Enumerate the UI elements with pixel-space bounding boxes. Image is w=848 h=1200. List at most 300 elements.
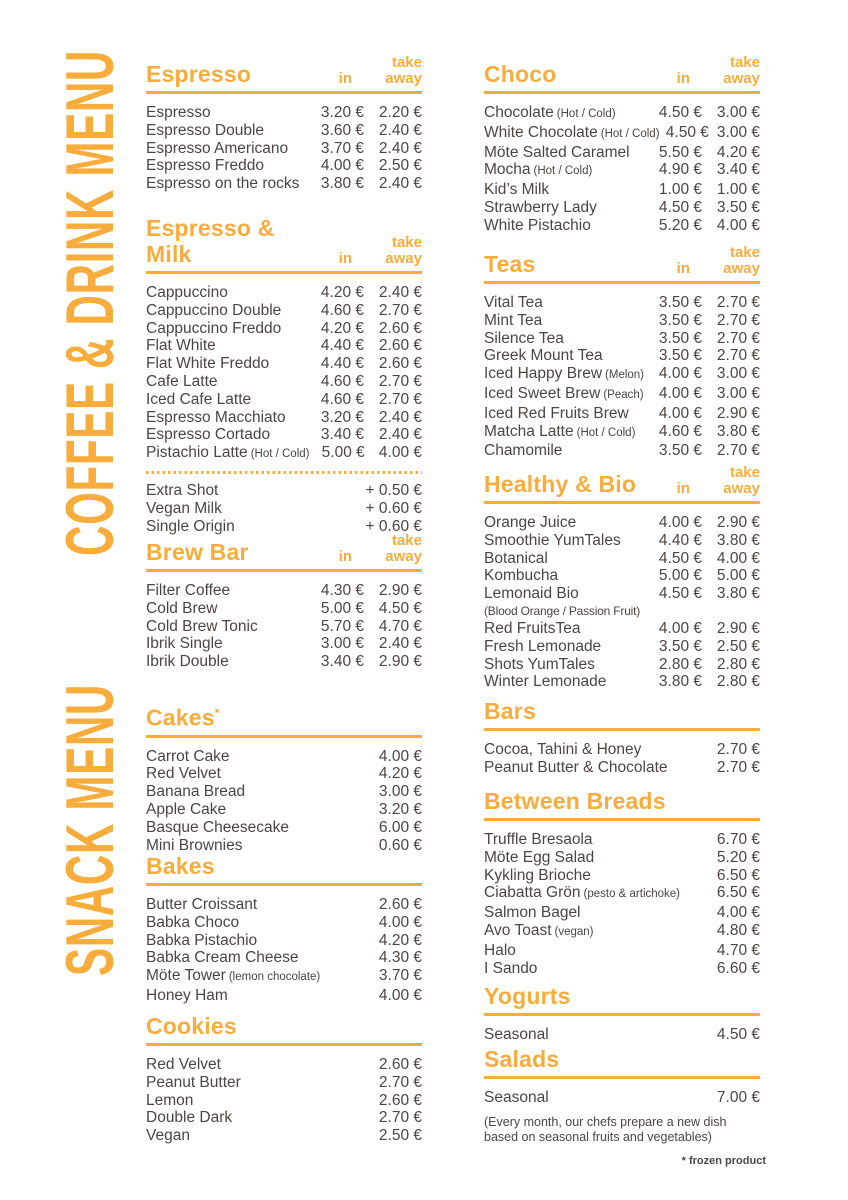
price-header-in: in: [676, 260, 690, 277]
section-header: [484, 983, 760, 1016]
item-label: Iced Red Fruits Brew: [484, 404, 629, 422]
price-header-in: in: [338, 70, 352, 87]
item-name: [146, 373, 308, 391]
menu-item-row: [146, 987, 422, 1005]
price-in: 4.50 €: [658, 585, 702, 603]
item-name: [484, 312, 646, 330]
item-label: Kid’s Milk: [484, 181, 550, 199]
menu-item-row: [146, 932, 422, 950]
price-header-in: in: [338, 250, 352, 267]
price: 6.60 €: [716, 959, 760, 977]
item-name: [484, 831, 702, 849]
item-name: [146, 302, 308, 320]
price-take-away: 2.40 €: [378, 408, 422, 426]
price-in: 5.00 €: [658, 567, 702, 585]
item-label: Orange Juice: [484, 514, 577, 531]
item-name: [484, 849, 702, 867]
item-label: Vital Tea: [484, 294, 543, 311]
price-in: 4.00 €: [658, 365, 702, 383]
menu-item-row: [146, 104, 422, 122]
price-take-away: 2.50 €: [378, 157, 422, 175]
addon-price: + 0.50 €: [365, 481, 422, 499]
item-name: [146, 896, 364, 914]
item-label: Red Velvet: [146, 765, 221, 783]
menu-item-row: [484, 942, 760, 960]
menu-item-row: [146, 337, 422, 355]
menu-item-row: [484, 620, 760, 638]
item-name: [484, 1026, 702, 1044]
item-name: [484, 759, 702, 777]
item-name: [146, 801, 364, 819]
item-label: Iced Cafe Latte: [146, 390, 252, 408]
item-label: Mocha: [484, 161, 531, 179]
price-in: 4.30 €: [320, 582, 364, 599]
item-name: [484, 405, 646, 423]
section-title: Bakes: [146, 853, 215, 879]
price-in: 4.20 €: [320, 319, 364, 337]
menu-item-row: [146, 783, 422, 801]
price-take-away: 2.90 €: [716, 619, 760, 637]
item-label: White Pistachio: [484, 216, 591, 234]
price-take-away: 2.40 €: [378, 635, 422, 653]
item-name: [146, 157, 308, 175]
item-label: I Sando: [484, 959, 538, 977]
menu-items: [146, 104, 422, 193]
addon-price: + 0.60 €: [365, 517, 422, 535]
price-in: 4.50 €: [658, 549, 702, 567]
section-header: [146, 55, 422, 94]
item-name: [484, 294, 646, 312]
item-name: [146, 104, 308, 122]
menu-item-row: [484, 365, 760, 385]
price-in: 3.20 €: [320, 408, 364, 426]
item-name: [484, 347, 646, 365]
item-label: Flat White Freddo: [146, 355, 270, 373]
menu-item-row: [146, 175, 422, 193]
item-name: [484, 867, 702, 885]
menu-column-left: [146, 0, 422, 1200]
section-header: [484, 788, 760, 821]
price-take-away: 2.70 €: [716, 442, 760, 460]
menu-item-row: [484, 849, 760, 867]
item-name: [146, 1074, 364, 1092]
menu-item-row: [484, 922, 760, 942]
item-label: Single Origin: [146, 517, 235, 535]
price: 3.00 €: [378, 783, 422, 801]
item-label: White Chocolate: [484, 123, 598, 141]
price-take-away: 5.00 €: [716, 567, 760, 585]
price-take-away: 2.70 €: [378, 390, 422, 408]
menu-item-row: [146, 653, 422, 671]
item-name: [484, 904, 702, 922]
item-label: Cocoa, Tahini & Honey: [484, 741, 642, 758]
price-take-away: 2.40 €: [378, 284, 422, 301]
item-label: Apple Cake: [146, 801, 227, 819]
menu-item-row: [484, 161, 760, 181]
item-name: [146, 444, 309, 464]
item-label: Iced Happy Brew: [484, 365, 603, 383]
item-name: [146, 653, 308, 671]
menu-item-row: [146, 284, 422, 302]
item-name: [484, 567, 646, 585]
item-name: [484, 1089, 702, 1107]
item-label: Salmon Bagel: [484, 904, 581, 922]
item-label: Möte Salted Caramel: [484, 143, 630, 161]
price-take-away: 2.80 €: [716, 673, 760, 691]
price: 4.20 €: [378, 765, 422, 783]
price-in: 4.00 €: [320, 157, 364, 175]
item-note: (Hot / Cold): [250, 448, 310, 461]
price-in: 3.50 €: [658, 442, 702, 460]
item-name: [146, 1092, 364, 1110]
price-take-away: 2.40 €: [378, 175, 422, 193]
item-name: [146, 635, 308, 653]
item-name: [484, 124, 660, 144]
section-brew-bar: [146, 533, 422, 671]
menu-items: [484, 514, 760, 691]
price-in: 3.70 €: [320, 139, 364, 157]
menu-item-row: [484, 514, 760, 532]
price-in: 5.50 €: [658, 143, 702, 161]
coffee-drink-menu-vertical-title: COFFEE & DRINK MENU: [52, 50, 128, 557]
section-header: [146, 533, 422, 572]
section-header: [484, 698, 760, 731]
section-title: Yogurts: [484, 983, 571, 1009]
take-away-line-1: take: [391, 54, 422, 71]
item-label: Lemon: [146, 1091, 194, 1109]
menu-items: [484, 104, 760, 235]
menu-item-row: [484, 960, 760, 978]
item-name: [484, 673, 646, 691]
price-header-take-away: [702, 245, 760, 277]
item-name: [484, 960, 702, 978]
item-label: Cafe Latte: [146, 372, 218, 390]
item-label: Espresso Macchiato: [146, 408, 286, 426]
item-label: Red Velvet: [146, 1056, 221, 1073]
menu-item-row: [484, 330, 760, 348]
addon-row: [146, 500, 422, 518]
item-name: [146, 582, 308, 600]
price-take-away: 2.70 €: [716, 329, 760, 347]
item-name: [484, 922, 702, 942]
item-label: Avo Toast: [484, 921, 552, 939]
menu-item-row: [146, 600, 422, 618]
section-espresso-milk: [146, 215, 422, 535]
price-in: 3.50 €: [658, 294, 702, 311]
item-label: Butter Croissant: [146, 896, 258, 913]
section-header: [484, 465, 760, 504]
item-name: [484, 217, 646, 235]
section-title: Between Breads: [484, 788, 666, 814]
menu-items: [146, 1056, 422, 1145]
price-header-in: in: [676, 70, 690, 87]
price-take-away: 2.60 €: [378, 337, 422, 355]
price-header-in: in: [676, 480, 690, 497]
section-cakes: [146, 700, 422, 854]
price-in: 4.50 €: [658, 104, 702, 121]
item-name: [484, 741, 702, 759]
item-label: Basque Cheesecake: [146, 818, 290, 836]
price-take-away: 3.80 €: [716, 422, 760, 440]
item-label: Extra Shot: [146, 481, 219, 499]
item-label: Carrot Cake: [146, 747, 230, 765]
price-in: 3.50 €: [658, 347, 702, 365]
price-in: 3.60 €: [320, 121, 364, 139]
price-in: 4.00 €: [658, 404, 702, 422]
item-name: [146, 500, 308, 518]
price-in: 4.90 €: [658, 161, 702, 179]
item-note: (pesto & artichoke): [583, 888, 681, 901]
menu-item-row: [484, 1026, 760, 1044]
menu-items: [146, 896, 422, 1005]
price-in: 4.60 €: [320, 372, 364, 390]
price: 2.50 €: [378, 1127, 422, 1145]
item-name: [484, 104, 646, 124]
price-in: 4.60 €: [658, 422, 702, 440]
menu-item-row: [146, 801, 422, 819]
item-name: [146, 284, 308, 302]
menu-item-row: [146, 409, 422, 427]
menu-item-row: [146, 618, 422, 636]
section-bars: [484, 698, 760, 777]
menu-item-row: [146, 765, 422, 783]
item-label: Iced Sweet Brew: [484, 384, 601, 402]
section-header: [146, 215, 422, 274]
price-in: 3.50 €: [658, 637, 702, 655]
menu-item-row: [484, 741, 760, 759]
menu-items: [146, 748, 422, 855]
item-name: [146, 837, 364, 855]
item-label: Botanical: [484, 549, 548, 567]
item-label: Fresh Lemonade: [484, 637, 602, 655]
menu-item-row: [484, 312, 760, 330]
item-label: Lemonaid Bio: [484, 585, 579, 603]
price: 2.70 €: [378, 1073, 422, 1091]
item-label: Cappuccino Freddo: [146, 319, 282, 337]
price: 4.20 €: [378, 931, 422, 949]
menu-item-row: [146, 949, 422, 967]
menu-item-row: [484, 405, 760, 423]
item-label: Chocolate: [484, 104, 554, 121]
item-label: Espresso: [146, 104, 211, 121]
price-in: 4.00 €: [658, 514, 702, 531]
section-title: Brew Bar: [146, 539, 249, 565]
frozen-asterisk: *: [214, 706, 220, 720]
price-take-away: 2.40 €: [378, 139, 422, 157]
price-take-away: 2.90 €: [378, 582, 422, 599]
price: 2.60 €: [378, 1091, 422, 1109]
price-in: 4.40 €: [658, 531, 702, 549]
menu-item-row: [484, 181, 760, 199]
item-note-below: (Blood Orange / Passion Fruit): [484, 603, 641, 618]
price: 2.70 €: [716, 741, 760, 758]
item-label: Babka Pistachio: [146, 931, 258, 949]
item-name: [146, 320, 308, 338]
item-name: [146, 783, 364, 801]
section-title: Bars: [484, 698, 536, 724]
menu-item-row: [146, 373, 422, 391]
price-take-away: 4.70 €: [378, 617, 422, 635]
price: 2.60 €: [378, 1056, 422, 1073]
section-yogurts: [484, 983, 760, 1044]
item-label: Cold Brew: [146, 599, 218, 617]
price-in: 4.50 €: [658, 198, 702, 216]
item-label: Cappuccino: [146, 284, 228, 301]
item-name: [146, 426, 308, 444]
price: 6.70 €: [716, 831, 760, 848]
item-label: Truffle Bresaola: [484, 831, 593, 848]
item-label: Mini Brownies: [146, 836, 243, 854]
section-between-breads: [484, 788, 760, 977]
item-label: Halo: [484, 941, 516, 959]
item-name: [484, 423, 646, 443]
price-take-away: 3.40 €: [716, 161, 760, 179]
item-name: [484, 144, 646, 162]
menu-item-row: [484, 294, 760, 312]
price-take-away: 3.80 €: [716, 531, 760, 549]
item-label: Greek Mount Tea: [484, 347, 603, 365]
price: 4.30 €: [378, 949, 422, 967]
price-take-away: 4.00 €: [716, 216, 760, 234]
menu-item-row: [146, 140, 422, 158]
price-take-away: 2.40 €: [378, 121, 422, 139]
item-label: Vegan Milk: [146, 499, 222, 517]
item-label: Seasonal: [484, 1026, 549, 1043]
item-name: [484, 884, 702, 904]
item-note: (Melon): [605, 369, 645, 382]
price-header-take-away: [364, 55, 422, 87]
menu-item-row: [484, 442, 760, 460]
price: 2.70 €: [378, 1109, 422, 1127]
item-name: [146, 748, 364, 766]
item-name: [146, 1109, 364, 1127]
item-note: (Hot / Cold): [576, 426, 636, 439]
menu-item-row: [484, 831, 760, 849]
item-label: Espresso Freddo: [146, 157, 265, 175]
price: 3.70 €: [378, 967, 422, 985]
take-away-line-1: take: [391, 234, 422, 251]
item-name: [484, 638, 646, 656]
price: 6.00 €: [378, 818, 422, 836]
item-name: [146, 355, 308, 373]
item-name: [484, 942, 702, 960]
price-take-away: 2.80 €: [716, 655, 760, 673]
menu-item-row: [484, 347, 760, 365]
menu-items: [484, 741, 760, 777]
item-label: Kombucha: [484, 567, 559, 585]
price-header-take-away: [702, 55, 760, 87]
item-name: [146, 600, 308, 618]
menu-item-row: [484, 423, 760, 443]
price-take-away: 2.70 €: [716, 311, 760, 329]
menu-item-row: [146, 837, 422, 855]
menu-item-row: [484, 638, 760, 656]
price: 4.70 €: [716, 941, 760, 959]
price: 4.50 €: [716, 1026, 760, 1043]
price-header-take-away: [364, 235, 422, 267]
item-label: Ibrik Single: [146, 635, 223, 653]
menu-item-row: [484, 656, 760, 674]
price-in: 5.00 €: [320, 599, 364, 617]
item-label: Flat White: [146, 337, 216, 355]
item-label: Honey Ham: [146, 986, 228, 1004]
addon-items: [146, 482, 422, 535]
price-take-away: 2.40 €: [378, 426, 422, 444]
menu-item-row: [146, 391, 422, 409]
item-label: Pistachio Latte: [146, 444, 248, 462]
menu-item-row: [484, 673, 760, 691]
section-salads: [484, 1046, 760, 1145]
price-header-take-away: [702, 465, 760, 497]
item-name: [484, 514, 646, 532]
price-in: 3.40 €: [320, 653, 364, 671]
item-label: Filter Coffee: [146, 582, 231, 599]
menu-item-row: [484, 385, 760, 405]
item-name: [146, 949, 364, 967]
menu-item-row: [146, 896, 422, 914]
take-away-line-1: take: [729, 244, 760, 261]
frozen-product-footnote: * frozen product: [681, 1155, 766, 1167]
item-label: Espresso Cortado: [146, 426, 271, 444]
item-name: [146, 140, 308, 158]
price-take-away: 2.20 €: [378, 104, 422, 121]
price: 7.00 €: [716, 1089, 760, 1106]
addon-row: [146, 482, 422, 500]
price: 3.20 €: [378, 801, 422, 819]
price-in: 3.20 €: [320, 104, 364, 121]
price: 0.60 €: [378, 836, 422, 854]
section-title: Teas: [484, 251, 536, 277]
menu-item-row: [146, 1074, 422, 1092]
menu-items: [484, 1026, 760, 1044]
item-name: [146, 122, 308, 140]
menu-item-row: [146, 157, 422, 175]
price-take-away: 3.00 €: [716, 123, 760, 141]
price-take-away: 2.90 €: [716, 404, 760, 422]
section-title: Salads: [484, 1046, 560, 1072]
item-label: Chamomile: [484, 442, 563, 460]
price: 5.20 €: [716, 848, 760, 866]
item-name: [146, 391, 308, 409]
menu-items: [146, 582, 422, 671]
section-title: Espresso: [146, 61, 252, 87]
menu-items: [484, 831, 760, 977]
price-take-away: 3.00 €: [716, 384, 760, 402]
section-note: (Every month, our chefs prepare a new dish based on seasonal fruits and vegetables): [484, 1114, 727, 1144]
price-take-away: 4.20 €: [716, 143, 760, 161]
menu-item-row: [484, 567, 760, 585]
item-name: [146, 765, 364, 783]
menu-item-row: [146, 914, 422, 932]
section-title: Cakes*: [146, 704, 220, 731]
menu-item-row: [484, 532, 760, 550]
take-away-line-2: away: [723, 260, 760, 277]
item-name: [484, 181, 646, 199]
take-away-line-2: away: [723, 480, 760, 497]
menu-item-row: [146, 444, 422, 464]
price-take-away: 2.70 €: [716, 294, 760, 311]
item-name: [484, 550, 646, 568]
price-take-away: 2.90 €: [716, 514, 760, 531]
section-bakes: [146, 853, 422, 1005]
menu-column-right: [484, 0, 760, 1200]
price-in: 2.80 €: [658, 655, 702, 673]
item-label: Seasonal: [484, 1089, 549, 1106]
item-name: [146, 409, 308, 427]
price: 4.80 €: [716, 921, 760, 939]
price-header-in: in: [338, 548, 352, 565]
item-name: [484, 199, 646, 217]
